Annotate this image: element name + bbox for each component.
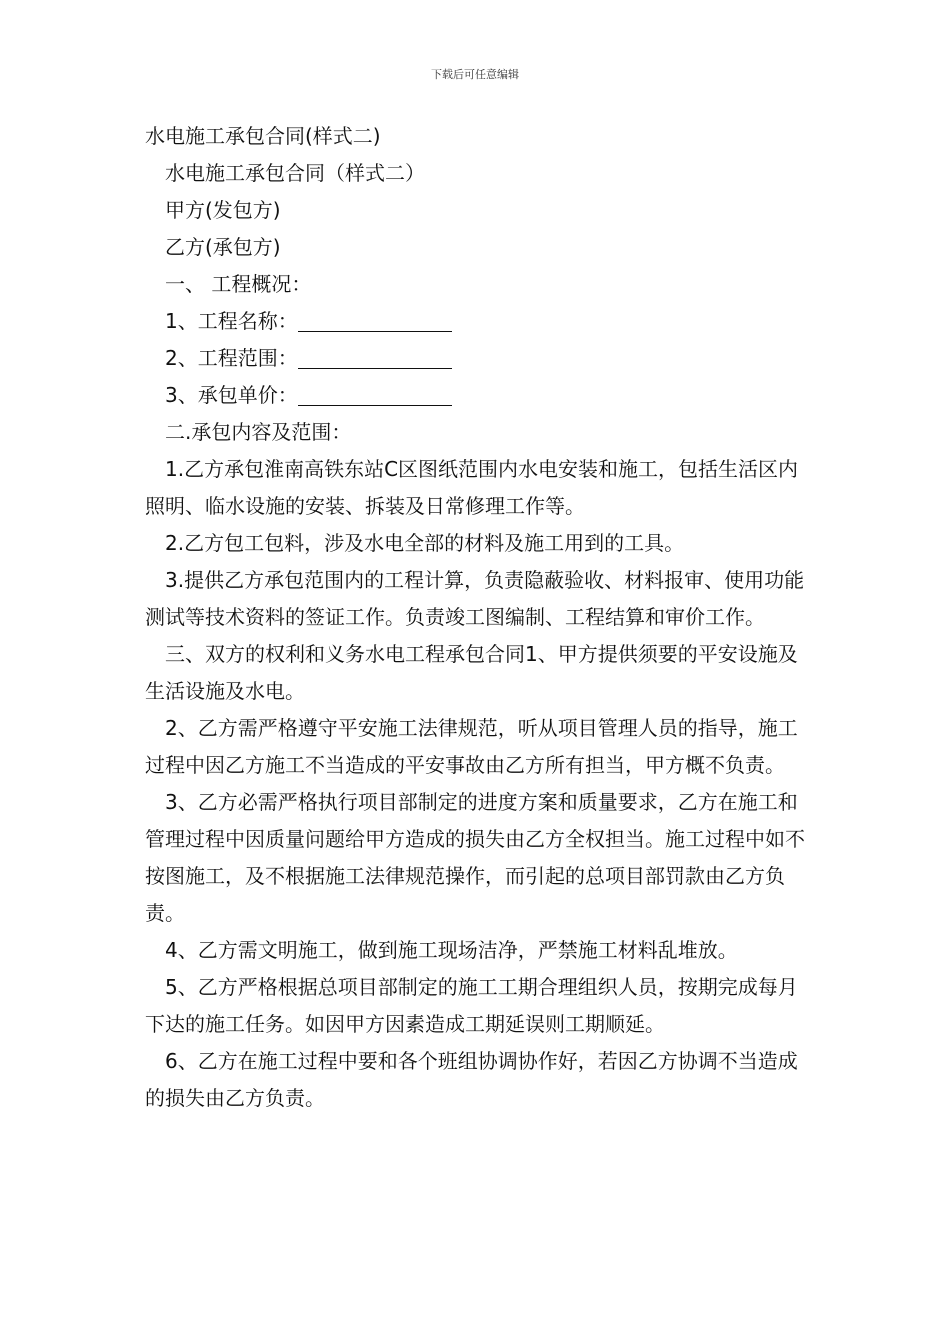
section2-paragraph: 2.乙方包工包料，涉及水电全部的材料及施工用到的工具。 xyxy=(165,531,685,555)
field-label-project-scope: 2、工程范围： xyxy=(165,346,298,370)
section3-paragraph: 三、双方的权利和义务水电工程承包合同1、甲方提供须要的平安设施及生活设施及水电。 xyxy=(145,642,798,703)
section2-paragraph: 3.提供乙方承包范围内的工程计算，负责隐蔽验收、材料报审、使用功能测试等技术资料的签证工作。负责竣工图编制、工程结算和审价工作。 xyxy=(145,568,805,629)
party-a: 甲方(发包方) xyxy=(165,198,281,222)
document-body xyxy=(145,118,810,1117)
document-subtitle: 水电施工承包合同（样式二） xyxy=(165,161,425,185)
section3-paragraph: 6、乙方在施工过程中要和各个班组协调协作好，若因乙方协调不当造成的损失由乙方负责。 xyxy=(145,1049,798,1110)
section1-item xyxy=(145,340,810,377)
section3-paragraph: 5、乙方严格根据总项目部制定的施工工期合理组织人员，按期完成每月下达的施工任务。如因甲方因素造成工期延误则工期顺延。 xyxy=(145,975,798,1036)
section2-heading: 二.承包内容及范围： xyxy=(165,420,352,444)
field-label-project-name: 1、工程名称： xyxy=(165,309,298,333)
section1-item xyxy=(145,303,810,340)
blank-line xyxy=(298,344,452,369)
section2-paragraph: 1.乙方承包淮南高铁东站C区图纸范围内水电安装和施工，包括生活区内照明、临水设施的安装、拆装及日常修理工作等。 xyxy=(145,457,799,518)
section3-paragraph: 3、乙方必需严格执行项目部制定的进度方案和质量要求，乙方在施工和管理过程中因质量问题给甲方造成的损失由乙方全权担当。施工过程中如不按图施工，及不根据施工法律规范操作，而引起的总项目部罚款由乙方负责。 xyxy=(145,790,805,925)
party-b: 乙方(承包方) xyxy=(165,235,281,259)
page-header-note: 下载后可任意编辑 xyxy=(431,68,519,81)
blank-line xyxy=(298,381,452,406)
section3-paragraph: 2、乙方需严格遵守平安施工法律规范，听从项目管理人员的指导，施工过程中因乙方施工不当造成的平安事故由乙方所有担当，甲方概不负责。 xyxy=(145,716,798,777)
section3-paragraph: 4、乙方需文明施工，做到施工现场洁净，严禁施工材料乱堆放。 xyxy=(165,938,738,962)
section1-item xyxy=(145,377,810,414)
field-label-unit-price: 3、承包单价： xyxy=(165,383,298,407)
section1-heading: 一、 工程概况： xyxy=(165,272,312,296)
document-title: 水电施工承包合同(样式二) xyxy=(145,124,381,148)
blank-line xyxy=(298,307,452,332)
